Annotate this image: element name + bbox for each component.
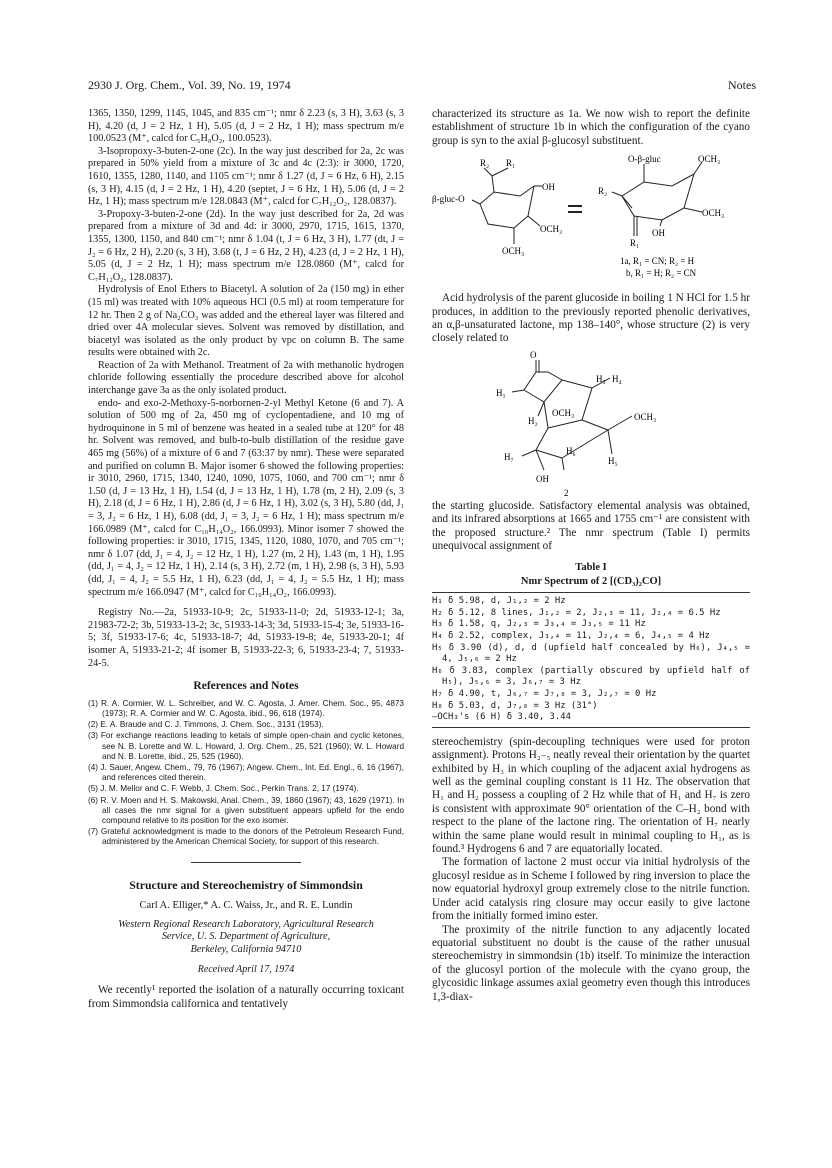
label-beta-gluc-o: β-gluc-O bbox=[432, 194, 465, 205]
table-row: H₈ δ 5.03, d, J₇,₈ = 3 Hz (31°) bbox=[432, 700, 598, 711]
label-r1-2: R₁ bbox=[630, 238, 640, 249]
reference-item: (7) Grateful acknowledgment is made to the donors of the Petroleum Research Fund, administered by the American Chemical Society, for support of this research. bbox=[88, 827, 404, 847]
label-och3-3: OCH₃ bbox=[698, 154, 721, 165]
article-title: Structure and Stereochemistry of Simmondsin bbox=[129, 877, 363, 892]
label-r2-2: R₂ bbox=[598, 186, 608, 197]
paragraph: characterized its structure as 1a. We now wish to report the definite establishment of structure 1b in which the configuration of the cyano group is syn to the axial β-glucosyl substituent. bbox=[432, 108, 750, 147]
paragraph: The proximity of the nitrile function to any adjacently located equatorial substituent no doubt is the cause of the rather unusual stereochemistry in simmondsin (1b) itself. To minimize the interaction of the glucosyl portion of the molecule with the cyano group, the glycosidic linkage assumes axial geometry even though this introduces 1,3-diax- bbox=[432, 923, 750, 1003]
label-och3-2: OCH₃ bbox=[502, 246, 525, 257]
label-h6: H₆ bbox=[566, 445, 576, 456]
table-row: H₃ δ 1.58, q, J₂,₃ = J₃,₄ = J₃,₅ = 11 Hz bbox=[432, 619, 646, 630]
label-h3: H₃ bbox=[596, 373, 606, 384]
label-h4: H₄ bbox=[612, 373, 622, 384]
reference-item: (4) J. Sauer, Angew. Chem., 79, 76 (1967); Angew. Chem., Int. Ed. Engl., 6, 16 (1967), and references cited therein. bbox=[88, 762, 404, 783]
table-row: H₄ δ 2.52, complex, J₃,₄ = 11, J₂,₄ = 6, J₄,₅ = 4 Hz bbox=[432, 631, 710, 642]
label-r1: R₁ bbox=[506, 158, 516, 169]
reference-item: (5) J. M. Mellor and C. F. Webb, J. Chem. Soc., Perkin Trans. 2, 17 (1974). bbox=[88, 784, 359, 794]
label-oh-2: OH bbox=[652, 228, 665, 239]
received-date: Received April 17, 1974 bbox=[197, 963, 295, 975]
label-o-beta-gluc: O-β-gluc bbox=[628, 154, 661, 165]
paragraph: 1365, 1350, 1299, 1145, 1045, and 835 cm⁻¹; nmr δ 2.23 (s, 3 H), 3.63 (s, 3 H), 4.20 (d, J = 2 Hz, 1 H), 5.05 (d, J = 2 Hz, 1 H); mass spectrum m/e 100.0523 (M⁺, calcd for C₅H₈O₂, 100.0523). bbox=[88, 108, 404, 145]
paragraph: the starting glucoside. Satisfactory elemental analysis was obtained, and its infrared absorptions at 1665 and 1755 cm⁻¹ are consistent with the proposed structure.² The nmr spectrum (Table I) permits unequivocal assignment of bbox=[432, 499, 750, 553]
paragraph: endo- and exo-2-Methoxy-5-norbornen-2-yl Methyl Ketone (6 and 7). A solution of 500 mg of 2a, 450 mg of cyclopentadiene, and 10 mg of hydroquinone in 5 ml of benzene was heated in a sealed tube at 120° for 48 hr. Solvent was removed, and bulb-to-bulb distillation of the residue gave 465 mg (56%) of a mixture of 6 and 7 (63:37 by nmr). These were separated and purified on column B. Major isomer 6 showed the following properties: ir 3010, 2960, 1715, 1340, 1240, 1090, 1075, 1060, and 700 cm⁻¹; nmr δ 1.50 (d, J = 13 Hz, 1 H), 1.54 (d, J = 13 Hz, 1 H), 1.78 (m, 2 H), 2.09 (s, 3 H), 2.18 (d, J = 6 Hz, 1 H), 2.86 (d, J = 6 Hz, 1 H), 3.02 (s, 3 H), 5.80 (dd, J₁ = 3, J₂ = 6 Hz, 1 H), 6.08 (dd, J₁ = 3, J₂ = 6 Hz, 1 H); mass spectrum m/e 166.0989 (M⁺, calcd for C₁₀H₁₄O₂, 166.0993). Minor isomer 7 showed the following properties: ir 3010, 1715, 1345, 1120, 1080, 1070, and 705 cm⁻¹; nmr δ 1.07 (dd, J₁ = 4, J₂ = 12 Hz, 1 H), 1.27 (m, 2 H), 1.43 (m, 1 H), 1.95 (dd, J₁ = 4, J₂ = 12 Hz, 1 H), 2.14 (s, 3 H), 2.72 (m, 1 H), 2.98 (s, 3 H), 5.93 (dd, J₁ = 4, J₂ = 5.5 Hz, 1 H), 6.23 (dd, J₁ = 4, J₂ = 5.5 Hz, 1 H); mass spectrum m/e 166.0947 (M⁺, calcd for C₁₀H₁₄O₂, 166.0993). bbox=[88, 397, 404, 598]
paragraph: Hydrolysis of Enol Ethers to Biacetyl. A solution of 2a (150 mg) in ether (15 ml) was treated with 10% aqueous HCl (0.5 ml) at room temperature for 12 hr. Then 2 g of Na₂CO₃ was added and the ethereal layer was filtered and dried over 4A molecular sieves. Solvent was removed by distillation, and biacetyl was isolated as the only product by vpc on column B. The same results were obtained with 2c. bbox=[88, 284, 404, 359]
affiliation-line: Western Regional Research Laboratory, Agricultural Research bbox=[118, 918, 374, 930]
label-och3-2: OCH₃ bbox=[634, 411, 657, 422]
legend-1a: 1a, R₁ = CN; R₂ = H bbox=[620, 256, 695, 267]
nmr-table bbox=[432, 592, 750, 728]
paragraph: The formation of lactone 2 must occur via initial hydrolysis of the glucosyl residue as in Scheme I followed by ring inversion to place the now equatorial hydroxyl group extremely close to the nitrile function. Under acid catalysis ring closure may occur easily to give lactone from the initially formed imino ester. bbox=[432, 856, 750, 923]
references-list bbox=[88, 699, 404, 848]
table-subtitle: Nmr Spectrum of 2 [(CD₃)₂CO] bbox=[520, 575, 662, 587]
paragraph: stereochemistry (spin-decoupling techniques were used for proton assignment). Protons H₂₋₅ neatly reveal their orientation by the quartet exhibited by H₃ in which coupling of the adjacent axial hydrogens as well as the geminal coupling constant is 11 Hz. The observation that H₁ and H₂ possess a coupling of 2 Hz while that of H₁ and H₇ is zero is consistent with approximate 90° orientation of the C–H₂ bond with respect to the plane of the lactone ring. The orientation of H₇ nearly within the same plane would result in minimal coupling to H₁, as is found.³ Hydrogens 6 and 7 are equatorially located. bbox=[432, 735, 750, 856]
authors: Carl A. Elliger,* A. C. Waiss, Jr., and R. E. Lundin bbox=[139, 900, 353, 912]
left-column bbox=[88, 108, 404, 1011]
label-och3-4: OCH₃ bbox=[702, 208, 725, 219]
label-oh: OH bbox=[542, 182, 555, 193]
references-heading: References and Notes bbox=[193, 680, 299, 693]
label-h2: H₂ bbox=[528, 415, 538, 426]
registry-numbers: Registry No.—2a, 51933-10-9; 2c, 51933-11-0; 2d, 51933-12-1; 3a, 21983-72-2; 3b, 51933-13-2; 3c, 51933-14-3; 3d, 51933-15-4; 3e, 51933-16-5; 3f, 51933-17-6; 4c, 51933-18-7; 4d, 51933-19-8; 4e, 51933-20-1; 4f isomer A, 51933-21-2; 4f isomer B, 51933-22-3; 6, 51933-23-4; 7, 51933-24-5. bbox=[88, 607, 404, 669]
table-row: –OCH₃'s (6 H) δ 3.40, 3.44 bbox=[432, 712, 571, 723]
label-compound-2: 2 bbox=[564, 487, 569, 498]
label-och3: OCH₃ bbox=[540, 224, 563, 235]
reference-item: (3) For exchange reactions leading to ketals of simple open-chain and cyclic ketones, see N. B. Lorette and W. L. Howard, J. Org. Chem., 25, 521 (1960); W. L. Howard and N. B. Lorette, ibid., 25, 525 (1960). bbox=[88, 731, 404, 761]
label-o: O bbox=[530, 349, 537, 360]
right-column bbox=[432, 108, 750, 1004]
label-h7: H₇ bbox=[504, 451, 514, 462]
label-h5: H₅ bbox=[608, 455, 618, 466]
table-row: H₅ δ 3.90 (d), d, d (upfield half concealed by H₆), J₄,₅ = 4, J₅,₆ = 2 Hz bbox=[432, 642, 750, 665]
table-row: H₇ δ 4.90, t, J₆,₇ = J₇,₈ = 3, J₂,₇ = 0 Hz bbox=[432, 689, 657, 700]
table-row: H₂ δ 5.12, 8 lines, J₁,₂ = 2, J₂,₃ = 11, J₂,₄ = 6.5 Hz bbox=[432, 607, 721, 618]
section-label: Notes bbox=[728, 78, 756, 92]
legend-1b: b, R₁ = H; R₂ = CN bbox=[626, 268, 697, 279]
label-oh: OH bbox=[536, 473, 549, 484]
affiliation-line: Service, U. S. Department of Agriculture, bbox=[161, 931, 331, 943]
paragraph: 3-Propoxy-3-buten-2-one (2d). In the way just described for 2a, 2d was prepared from a mixture of 3d and 4d: ir 3000, 2970, 1715, 1615, 1370, 1355, 1300, 1150, and 840 cm⁻¹; nmr δ 1.04 (t, J = 6 Hz, 3 H), 1.77 (dt, J = J₂ = 6 Hz, 2 H), 2.20 (s, 3 H), 3.68 (t, J = 6 Hz, 2 H), 4.23 (d, J = 2 Hz, 1 H), 5.05 (d, J = 2 Hz, 1 H); mass spectrum m/e 128.0860 (M⁺, calcd for C₇H₁₂O₂, 128.0837). bbox=[88, 208, 404, 283]
running-header: 2930 J. Org. Chem., Vol. 39, No. 19, 1974 bbox=[88, 78, 291, 92]
structure-1-diagram bbox=[432, 152, 750, 292]
label-r2: R₂ bbox=[480, 158, 490, 169]
paragraph: Reaction of 2a with Methanol. Treatment of 2a with methanolic hydrogen chloride following essentially the procedure described above for alcohol interchange gave 3a as the only isolated product. bbox=[88, 359, 404, 397]
affiliation-line: Berkeley, California 94710 bbox=[190, 943, 302, 955]
paragraph: 3-Isopropoxy-3-buten-2-one (2c). In the way just described for 2a, 2c was prepared in 50% yield from a mixture of 3c and 4c (2:3): ir 3000, 1720, 1610, 1355, 1280, 1140, and 1105 cm⁻¹; nmr δ 1.27 (d, J = 6 Hz, 6 H), 2.15 (s, 3 H), 4.15 (d, J = 2 Hz, 1 H), 4.20 (septet, J = 6 Hz, 1 H), 5.06 (d, J = 2 Hz, 1 H); mass spectrum m/e 128.0843 (M⁺, calcd for C₇H₁₂O₂, 128.0837). bbox=[88, 145, 404, 208]
label-h1: H₁ bbox=[496, 387, 506, 398]
table-row: H₁ δ 5.98, d, J₁,₂ = 2 Hz bbox=[432, 596, 566, 607]
table-title: Table I bbox=[575, 562, 607, 574]
structure-2-diagram bbox=[432, 350, 750, 500]
paragraph: Acid hydrolysis of the parent glucoside in boiling 1 N HCl for 1.5 hr produces, in addition to the previously reported phenolic derivatives, an α,β-unsaturated lactone, mp 138–140°, whose structure (2) is very closely related to bbox=[432, 292, 750, 345]
reference-item: (6) R. V. Moen and H. S. Makowski, Anal. Chem., 39, 1860 (1967); 43, 1629 (1971). In all cases the nmr signal for a given substituent appears upfield for the endo compound relative to its position for the exo isomer. bbox=[88, 795, 404, 825]
table-row: H₆ δ 3.83, complex (partially obscured by upfield half of H₅), J₅,₆ = 3, J₆,₇ = 3 Hz bbox=[432, 665, 750, 688]
divider bbox=[191, 862, 301, 863]
intro-paragraph: We recently¹ reported the isolation of a naturally occurring toxicant from Simmondsia californica and tentatively bbox=[88, 984, 404, 1010]
label-och3: OCH₃ bbox=[552, 407, 575, 418]
reference-item: (1) R. A. Cormier, W. L. Schreiber, and W. C. Agosta, J. Amer. Chem. Soc., 95, 4873 (1973); R. A. Cormier and W. C. Agosta, ibid., 96, 618 (1974). bbox=[88, 698, 404, 718]
affiliation bbox=[88, 919, 404, 957]
reference-item: (2) E. A. Braude and C. J. Timmons, J. Chem. Soc., 3131 (1953). bbox=[88, 720, 324, 730]
